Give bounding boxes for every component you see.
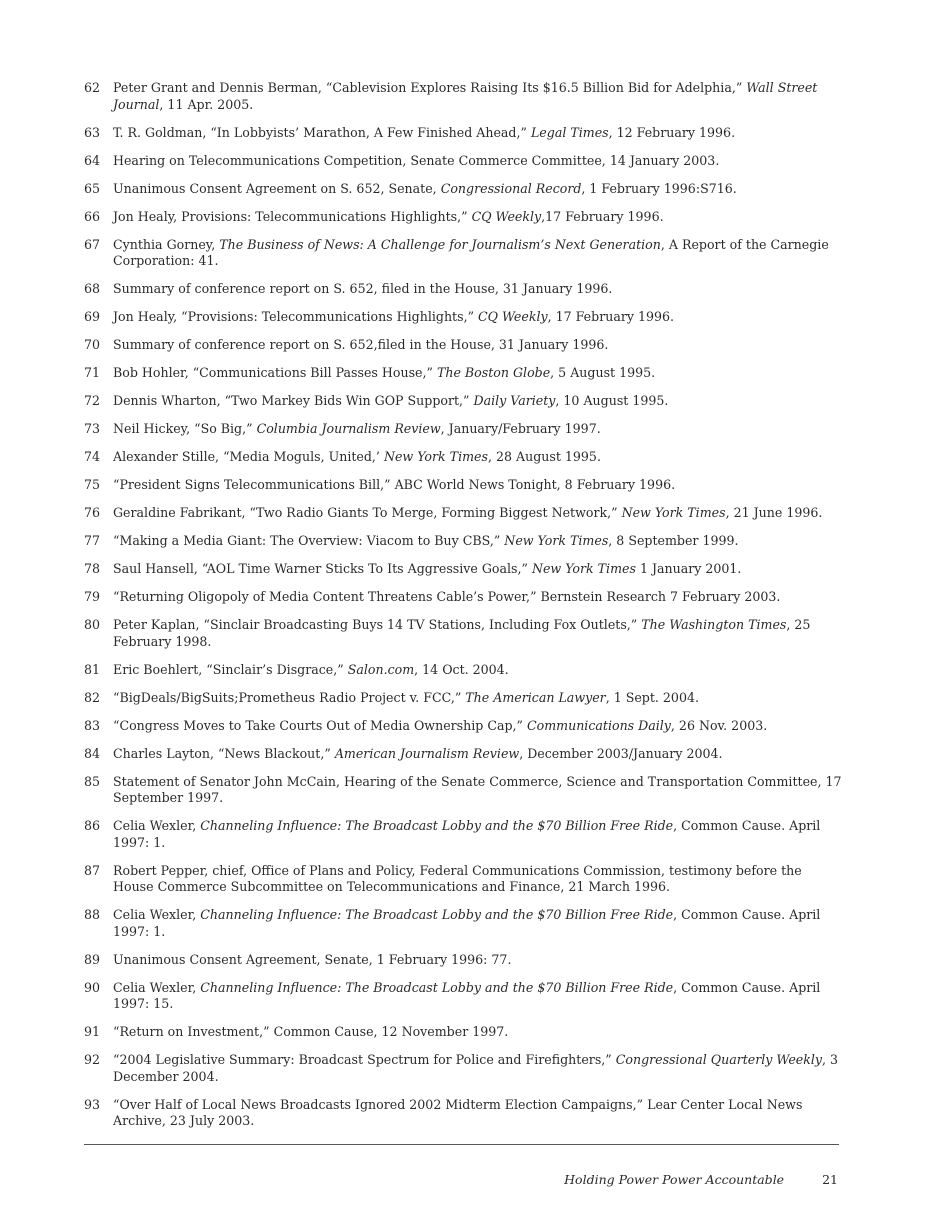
citation-text: “Returning Oligopoly of Media Content Threatens Cable’s Power,” Bernstein Research 7 February 2003.	[113, 589, 781, 604]
citation-source-title: The American Lawyer	[465, 689, 606, 705]
endnote-text	[113, 281, 844, 298]
citation-text: , 21 June 1996.	[725, 505, 823, 520]
endnote-item	[84, 421, 844, 438]
endnote-item	[84, 477, 844, 494]
endnote-number: 87	[84, 862, 101, 878]
citation-text: “Making a Media Giant: The Overview: Viacom to Buy CBS,”	[113, 533, 505, 548]
endnote-number: 76	[84, 505, 101, 520]
endnote-text	[113, 337, 844, 354]
endnote-text	[113, 1097, 844, 1130]
citation-text: , Common Cause. April 1997: 1.	[113, 907, 821, 939]
footer-title: Holding Power Power Accountable	[564, 1172, 785, 1187]
citation-text: Peter Grant and Dennis Berman, “Cablevision Explores Raising Its $16.5 Billion Bid for Adelphia,”	[113, 80, 747, 95]
endnote-number: 75	[84, 477, 101, 492]
endnote-text	[113, 365, 844, 382]
endnote-number: 65	[84, 180, 101, 196]
endnote-item	[84, 718, 844, 735]
citation-text: , 1 February 1996:S716.	[581, 180, 737, 196]
citation-source-title: New York Times	[621, 505, 726, 520]
endnote-text	[113, 533, 844, 550]
citation-text: , Common Cause. April 1997: 1.	[113, 818, 821, 850]
citation-text: , January/February 1997.	[440, 421, 601, 436]
endnote-item	[84, 365, 844, 382]
citation-text: Summary of conference report on S. 652,filed in the House, 31 January 1996.	[113, 337, 609, 352]
endnote-number: 64	[84, 152, 101, 168]
citation-text: Unanimous Consent Agreement on S. 652, Senate,	[113, 180, 441, 196]
endnote-number: 91	[84, 1024, 101, 1039]
endnote-text	[113, 80, 844, 113]
endnotes-list	[84, 80, 844, 1141]
endnote-item	[84, 153, 844, 170]
citation-source-title: Channeling Influence: The Broadcast Lobby and the $70 Billion Free Ride	[200, 979, 674, 995]
citation-text: , 28 August 1995.	[487, 449, 601, 464]
citation-source-title: CQ Weekly	[471, 208, 542, 224]
endnote-number: 84	[84, 745, 101, 761]
endnote-item	[84, 281, 844, 298]
endnote-text	[113, 746, 844, 763]
citation-text: ,17 February 1996.	[541, 208, 664, 224]
citation-source-title: Congressional Quarterly Weekly	[615, 1052, 823, 1067]
citation-text: , 3 December 2004.	[113, 1052, 839, 1084]
endnote-number: 72	[84, 393, 101, 408]
citation-text: Neil Hickey, “So Big,”	[113, 421, 257, 436]
citation-text: “2004 Legislative Summary: Broadcast Spectrum for Police and Firefighters,”	[113, 1052, 616, 1067]
endnote-number: 83	[84, 717, 101, 733]
citation-source-title: Columbia Journalism Review	[256, 421, 441, 436]
citation-text: Bob Hohler, “Communications Bill Passes House,”	[113, 365, 437, 380]
endnote-item	[84, 1097, 844, 1130]
citation-text: Alexander Stille, “Media Moguls, United,’	[113, 449, 384, 464]
citation-source-title: The Washington Times	[641, 617, 787, 632]
citation-text: , A Report of the Carnegie Corporation: 41.	[113, 236, 829, 268]
endnote-number: 82	[84, 689, 101, 705]
citation-source-title: The Business of News: A Challenge for Journalism’s Next Generation	[219, 236, 661, 252]
endnote-text	[113, 818, 844, 851]
endnote-number: 66	[84, 208, 101, 224]
citation-source-title: Legal Times	[530, 124, 609, 140]
citation-source-title: American Journalism Review	[334, 745, 520, 761]
endnote-number: 62	[84, 80, 101, 95]
endnote-number: 81	[84, 661, 101, 677]
endnote-text	[113, 125, 844, 142]
citation-text: Hearing on Telecommunications Competition, Senate Commerce Committee, 14 January 2003.	[113, 152, 720, 168]
endnote-text	[113, 209, 844, 226]
endnote-text	[113, 181, 844, 198]
endnote-text	[113, 237, 844, 270]
citation-source-title: New York Times	[531, 561, 636, 576]
endnote-item	[84, 952, 844, 969]
endnote-item	[84, 237, 844, 270]
endnote-number: 68	[84, 281, 101, 296]
citation-text: , 14 Oct. 2004.	[414, 661, 509, 677]
citation-text: , 5 August 1995.	[550, 365, 656, 380]
endnote-item	[84, 980, 844, 1013]
endnote-number: 86	[84, 818, 101, 833]
citation-source-title: Channeling Influence: The Broadcast Lobby and the $70 Billion Free Ride	[200, 818, 674, 833]
endnote-text	[113, 617, 844, 650]
endnote-item	[84, 818, 844, 851]
citation-text: Saul Hansell, “AOL Time Warner Sticks To Its Aggressive Goals,”	[113, 561, 532, 576]
citation-text: , 12 February 1996.	[608, 124, 736, 140]
endnote-item	[84, 561, 844, 578]
citation-text: “Over Half of Local News Broadcasts Ignored 2002 Midterm Election Campaigns,” Lear Center Local News Archive, 23 July 2003.	[113, 1096, 803, 1128]
endnote-text	[113, 421, 844, 438]
citation-text: “Return on Investment,” Common Cause, 12 November 1997.	[113, 1024, 509, 1039]
citation-text: Celia Wexler,	[113, 979, 201, 995]
citation-source-title: Salon.com	[347, 661, 415, 677]
citation-text: , 10 August 1995.	[555, 393, 669, 408]
citation-source-title: New York Times	[383, 449, 488, 464]
citation-source-title: Wall Street Journal	[113, 80, 818, 112]
endnote-text	[113, 718, 844, 735]
endnote-item	[84, 505, 844, 522]
citation-text: Geraldine Fabrikant, “Two Radio Giants To Merge, Forming Biggest Network,”	[113, 505, 622, 520]
citation-source-title: Congressional Record	[440, 180, 582, 196]
citation-text: Statement of Senator John McCain, Hearing of the Senate Commerce, Science and Transportation Committee, 17 September 1997.	[113, 773, 842, 805]
endnote-text	[113, 561, 844, 578]
citation-text: Charles Layton, “News Blackout,”	[113, 745, 335, 761]
citation-text: Summary of conference report on S. 652, filed in the House, 31 January 1996.	[113, 281, 613, 296]
endnote-text	[113, 690, 844, 707]
endnote-item	[84, 393, 844, 410]
citation-source-title: Daily Variety	[473, 393, 556, 408]
endnote-number: 78	[84, 561, 101, 576]
page-number: 21	[822, 1172, 838, 1187]
endnote-item	[84, 662, 844, 679]
endnote-item	[84, 337, 844, 354]
endnote-text	[113, 589, 844, 606]
endnote-text	[113, 505, 844, 522]
endnote-item	[84, 449, 844, 466]
citation-text: “Congress Moves to Take Courts Out of Media Ownership Cap,”	[113, 717, 527, 733]
endnote-item	[84, 209, 844, 226]
citation-text: , 11 Apr. 2005.	[159, 96, 254, 112]
citation-text: T. R. Goldman, “In Lobbyists’ Marathon, A Few Finished Ahead,”	[113, 124, 531, 140]
endnote-number: 93	[84, 1096, 101, 1112]
footer-divider	[84, 1144, 839, 1145]
citation-text: Cynthia Gorney,	[113, 236, 220, 252]
endnote-item	[84, 309, 844, 326]
endnote-text	[113, 1052, 844, 1085]
citation-text: , 17 February 1996.	[547, 309, 675, 324]
citation-source-title: The Boston Globe	[436, 365, 551, 380]
endnote-item	[84, 907, 844, 940]
endnote-number: 77	[84, 533, 101, 548]
endnote-item	[84, 589, 844, 606]
citation-text: , 25 February 1998.	[113, 617, 811, 649]
citation-text: Jon Healy, “Provisions: Telecommunications Highlights,”	[113, 309, 479, 324]
citation-text: Celia Wexler,	[113, 907, 201, 922]
endnote-text	[113, 907, 844, 940]
endnote-number: 80	[84, 617, 101, 632]
endnote-item	[84, 617, 844, 650]
endnote-number: 79	[84, 589, 101, 604]
endnote-text	[113, 863, 844, 896]
endnote-item	[84, 533, 844, 550]
endnote-item	[84, 863, 844, 896]
endnote-number: 92	[84, 1052, 101, 1067]
endnote-number: 70	[84, 337, 101, 352]
citation-source-title: New York Times	[504, 533, 609, 548]
citation-text: Dennis Wharton, “Two Markey Bids Win GOP Support,”	[113, 393, 474, 408]
citation-text: Unanimous Consent Agreement, Senate, 1 February 1996: 77.	[113, 951, 512, 967]
citation-text: “President Signs Telecommunications Bill,” ABC World News Tonight, 8 February 1996.	[113, 477, 676, 492]
endnote-number: 73	[84, 421, 101, 436]
endnote-item	[84, 1024, 844, 1041]
citation-text: Robert Pepper, chief, Office of Plans and Policy, Federal Communications Commission, testimony before the House Commerce Subcommittee on Telecommunications and Finance, 21 March 1996.	[113, 862, 802, 894]
endnote-item	[84, 181, 844, 198]
endnote-item	[84, 774, 844, 807]
endnote-number: 85	[84, 773, 101, 789]
citation-text: Jon Healy, Provisions: Telecommunications Highlights,”	[113, 208, 472, 224]
endnote-item	[84, 690, 844, 707]
endnote-text	[113, 1024, 844, 1041]
citation-source-title: Channeling Influence: The Broadcast Lobby and the $70 Billion Free Ride	[200, 907, 674, 922]
citation-text: , 1 Sept. 2004.	[605, 689, 699, 705]
endnote-number: 67	[84, 236, 101, 252]
endnote-item	[84, 125, 844, 142]
citation-source-title: CQ Weekly	[478, 309, 548, 324]
endnote-number: 69	[84, 309, 101, 324]
endnote-number: 90	[84, 979, 101, 995]
citation-text: , December 2003/January 2004.	[519, 745, 723, 761]
citation-text: Celia Wexler,	[113, 818, 201, 833]
citation-text: , 26 Nov. 2003.	[670, 717, 768, 733]
citation-text: Eric Boehlert, “Sinclair’s Disgrace,”	[113, 661, 348, 677]
endnote-item	[84, 746, 844, 763]
endnote-text	[113, 774, 844, 807]
endnote-text	[113, 952, 844, 969]
endnote-text	[113, 662, 844, 679]
citation-text: , 8 September 1999.	[608, 533, 739, 548]
endnote-text	[113, 449, 844, 466]
endnote-text	[113, 153, 844, 170]
citation-text: Peter Kaplan, “Sinclair Broadcasting Buys 14 TV Stations, Including Fox Outlets,”	[113, 617, 642, 632]
endnote-text	[113, 980, 844, 1013]
page-footer	[564, 1172, 838, 1187]
citation-text: , Common Cause. April 1997: 15.	[113, 979, 821, 1011]
endnote-number: 88	[84, 907, 101, 922]
endnote-item	[84, 1052, 844, 1085]
endnote-text	[113, 477, 844, 494]
endnote-item	[84, 80, 844, 113]
citation-text: “BigDeals/BigSuits;Prometheus Radio Project v. FCC,”	[113, 689, 466, 705]
endnote-number: 74	[84, 449, 101, 464]
endnote-text	[113, 309, 844, 326]
citation-source-title: Communications Daily	[526, 717, 671, 733]
endnote-text	[113, 393, 844, 410]
endnote-number: 89	[84, 951, 101, 967]
citation-text: 1 January 2001.	[635, 561, 742, 576]
endnote-number: 63	[84, 124, 101, 140]
endnote-number: 71	[84, 365, 101, 380]
